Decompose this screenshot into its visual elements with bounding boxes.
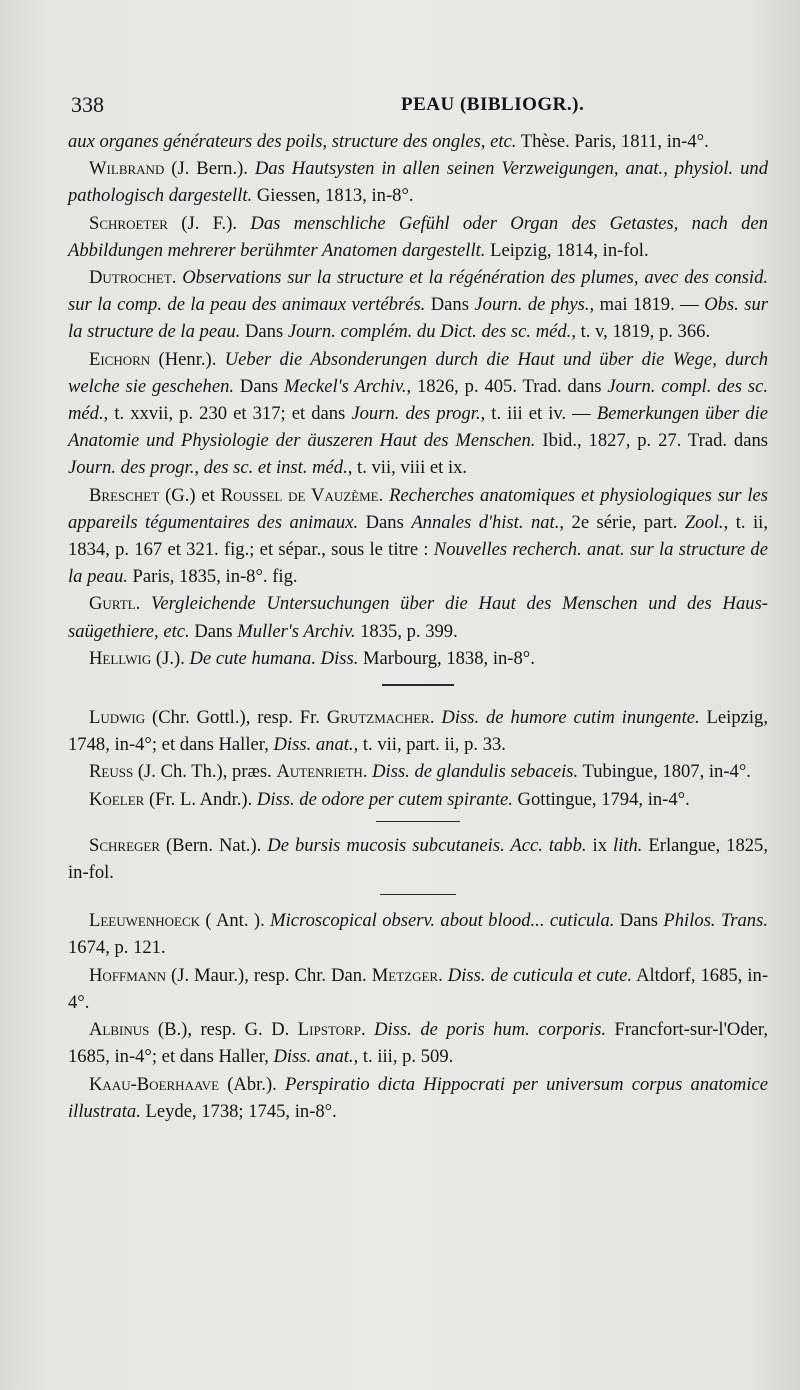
title-text: Vergleichende Untersuchungen über die Haut des Menschen und des Haus-saügethiere, etc. (68, 593, 769, 642)
citation-text: Gottingue, 1794, in-4°. (512, 788, 690, 810)
citation-text: , t. xxvii, p. 230 et 317; et dans (103, 403, 352, 425)
title-text: Recherches anatomiques et physiologiques sur les appareils tégumentaires des animaux. (68, 484, 769, 533)
citation-text: . (362, 761, 373, 783)
title-text: Journ. des progr. (351, 403, 481, 425)
author-name: Kaau-Boerhaave (89, 1073, 220, 1095)
title-text: Philos. Trans. (663, 910, 768, 932)
title-text: Annales d'hist. nat. (411, 511, 560, 533)
citation-text: (G.) et (159, 484, 221, 506)
citation-text: (Bern. Nat.). (160, 834, 268, 856)
citation-text: , t. v, 1819, p. 366. (571, 321, 711, 343)
author-name: Albinus (89, 1019, 150, 1041)
author-name: Lipstorp (297, 1019, 361, 1041)
citation-text: , t. iii, p. 509. (353, 1046, 454, 1068)
author-name: Leeuwenhoeck (89, 910, 201, 932)
citation-text: Giessen, 1813, in-8°. (252, 185, 414, 207)
title-text: Microscopical observ. about blood... cuticula. (270, 910, 615, 932)
bibliography-entry (68, 482, 768, 591)
citation-text: , t. vii, viii et ix. (347, 457, 468, 479)
citation-text: Erlangue, 1825, in-fol. (68, 834, 768, 884)
citation-text: Dans (358, 511, 412, 533)
bibliography-entry-continuation (68, 128, 768, 155)
citation-text: (B.), resp. G. D. (149, 1019, 298, 1041)
citation-text: Tubingue, 1807, in-4°. (578, 761, 751, 783)
bibliography-entry (68, 155, 768, 209)
citation-text: 1674, p. 121. (68, 937, 166, 959)
title-text: Diss. anat. (273, 734, 354, 756)
title-text: Diss. de odore per cutem spirante. (256, 788, 513, 810)
section-divider (382, 684, 454, 686)
author-name: Schreger (89, 834, 161, 856)
citation-text: Paris, 1835, in-8°. fig. (127, 566, 298, 588)
title-text: Das menschliche Gefühl oder Organ des Getastes, nach den Abbildungen mehrerer berühmter Anatomen dargestellt. (68, 212, 768, 261)
title-text: Muller's Archiv. (237, 620, 356, 642)
author-name: Gurtl (89, 593, 136, 615)
citation-text: 1835, p. 399. (355, 620, 458, 642)
bibliography-entry (68, 1071, 768, 1125)
bibliography-entry (68, 704, 768, 758)
citation-text: Dans (425, 294, 475, 316)
citation-text: Dans (189, 620, 238, 642)
title-text: aux organes générateurs des poils, structure des ongles, etc. (68, 131, 517, 152)
citation-text: ( Ant. ). (200, 910, 271, 932)
citation-text: (J. Bern.). (164, 158, 255, 180)
citation-text: Dans (234, 375, 284, 397)
author-name: Eichorn (89, 348, 151, 370)
citation-text: (Chr. Gottl.), resp. Fr. (145, 707, 327, 729)
citation-text: , 2e série, part. (559, 511, 685, 533)
bibliography-entry (68, 346, 768, 482)
title-text: Journ. compl. des sc. méd. (68, 375, 768, 425)
section-divider (380, 894, 456, 895)
bibliography-entry (68, 907, 768, 961)
citation-text: Leipzig, 1814, in-fol. (485, 239, 649, 261)
section-divider (376, 821, 460, 822)
bibliography-entry (68, 645, 768, 672)
citation-text: , mai 1819. — (589, 294, 705, 316)
author-name: Hoffmann (89, 964, 166, 986)
citation-text: , t. iii et iv. — (480, 403, 597, 425)
title-text: Diss. de poris hum. corporis. (374, 1019, 606, 1041)
title-text: Observations sur la structure et la régénération des plumes, avec des consid. sur la comp. de la peau des animaux vertébrés. (68, 267, 769, 316)
author-name: Koeler (89, 788, 145, 810)
citation-text: . (360, 1019, 375, 1041)
running-head: PEAU (BIBLIOGR.). (401, 94, 585, 115)
citation-text: Ibid., 1827, p. 27. Trad. dans (535, 430, 769, 452)
citation-text: (Henr.). (150, 348, 225, 370)
bibliography-entry (68, 210, 768, 264)
citation-text: ix (586, 834, 613, 856)
citation-text: Dans (240, 321, 288, 343)
citation-text: (J. Maur.), resp. Chr. Dan. (166, 964, 372, 986)
title-text: Journ. de phys. (474, 294, 590, 316)
author-name: Roussel de Vauzème (220, 484, 379, 506)
author-name: Grutzmacher (326, 707, 430, 729)
title-text: Perspiratio dicta Hippocrati per universum corpus anatomice illustrata. (68, 1073, 768, 1122)
author-name: Hellwig (89, 647, 152, 669)
title-text: Bemerkungen über die Anatomie und Physiologie der äuszeren Haut des Menschen. (68, 403, 768, 452)
title-text: Diss. de humore cutim inungente. (441, 707, 700, 729)
bibliography-text (68, 128, 768, 1125)
citation-text: Marbourg, 1838, in-8°. (358, 647, 535, 669)
author-name: Autenrieth (276, 761, 363, 783)
title-text: Journ. des progr., des sc. et inst. méd. (68, 457, 348, 479)
title-text: Diss. anat. (273, 1046, 354, 1068)
title-text: lith. (612, 834, 643, 856)
citation-text: . (438, 964, 448, 986)
citation-text: Leyde, 1738; 1745, in-8°. (140, 1100, 337, 1122)
title-text: De cute humana. Diss. (189, 647, 359, 669)
title-text: Nouvelles recherch. anat. sur la structure de la peau. (68, 539, 768, 588)
author-name: Schroeter (89, 212, 168, 234)
bibliography-entry (68, 758, 768, 785)
title-text: Obs. sur la structure de la peau. (68, 294, 769, 343)
bibliography-entry (68, 962, 768, 1016)
author-name: Metzger (371, 964, 439, 986)
citation-text: (J. Ch. Th.), præs. (133, 761, 277, 783)
page-number: 338 (71, 92, 104, 117)
citation-text: . (171, 267, 183, 289)
citation-text: Dans (614, 910, 664, 932)
citation-text: (J.). (151, 647, 190, 669)
title-text: Journ. complém. du Dict. des sc. méd. (287, 321, 572, 343)
bibliography-entry (68, 264, 768, 346)
page-header (71, 92, 770, 122)
title-text: Ueber die Absonderungen durch die Haut und über die Wege, durch welche sie geschehen. (68, 348, 768, 397)
citation-text: . (429, 707, 442, 729)
bibliography-entry (68, 1016, 768, 1070)
citation-text: Altdorf, 1685, in-4°. (68, 964, 769, 1013)
citation-text: (Abr.). (219, 1073, 285, 1095)
citation-text: , t. ii, 1834, p. 167 et 321. fig.; et sépar., sous le titre : (68, 511, 768, 561)
citation-text: , t. vii, part. ii, p. 33. (353, 734, 506, 756)
title-text: Meckel's Archiv. (283, 375, 407, 397)
citation-text: Thèse. Paris, 1811, in-4°. (516, 131, 709, 152)
citation-text: . (135, 593, 152, 615)
author-name: Ludwig (89, 707, 146, 729)
bibliography-entry (68, 590, 768, 644)
author-name: Breschet (89, 484, 160, 506)
title-text: Diss. de glandulis sebaceis. (372, 761, 579, 783)
citation-text: (Fr. L. Andr.). (144, 788, 257, 810)
bibliography-entry (68, 786, 768, 813)
title-text: Das Hautsysten in allen seinen Verzweigungen, anat., physiol. und pathologisch dargestellt. (68, 158, 768, 207)
title-text: Diss. de cuticula et cute. (447, 964, 633, 986)
citation-text: , 1826, p. 405. Trad. dans (406, 375, 608, 397)
author-name: Reuss (89, 761, 134, 783)
author-name: Wilbrand (89, 158, 165, 180)
citation-text: (J. F.). (167, 212, 251, 234)
author-name: Dutrochet (89, 267, 172, 289)
citation-text: Leipzig, 1748, in-4°; et dans Haller, (68, 707, 768, 756)
title-text: Zool. (684, 511, 724, 533)
bibliography-entry (68, 832, 768, 886)
citation-text: Francfort-sur-l'Oder, 1685, in-4°; et dans Haller, (68, 1019, 768, 1068)
citation-text: . (378, 484, 390, 506)
title-text: De bursis mucosis subcutaneis. Acc. tabb. (267, 834, 587, 856)
